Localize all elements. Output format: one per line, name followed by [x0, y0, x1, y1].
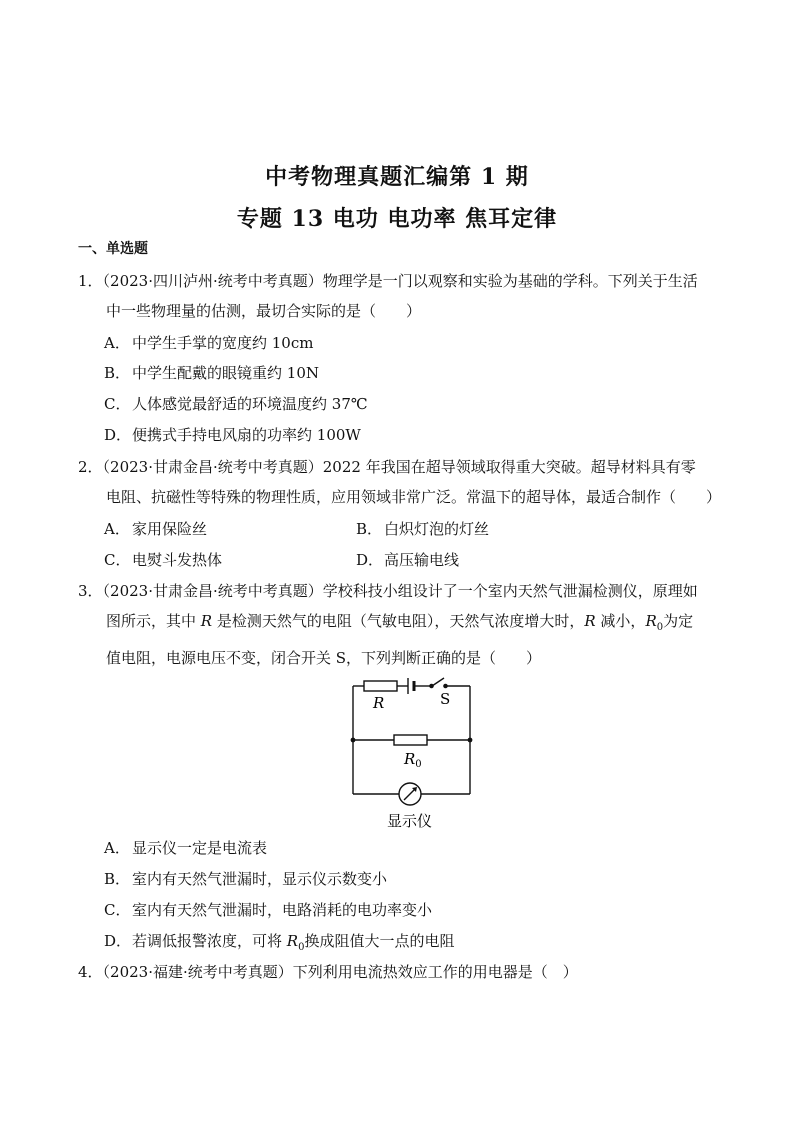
option-text: 中学生手掌的宽度约 10cm [132, 334, 314, 352]
option-text: 室内有天然气泄漏时，电路消耗的电功率变小 [132, 901, 433, 919]
junction-dot [468, 738, 473, 743]
variable-r0: R [286, 932, 299, 950]
question-2 [78, 452, 728, 512]
question-source: （2023·甘肃金昌·统考中考真题） [102, 458, 323, 476]
option-label: D． [104, 426, 132, 444]
question-4 [78, 957, 718, 987]
section-title: 一、单选题 [78, 241, 148, 257]
option-text: 人体感觉最舒适的环境温度约 37℃ [132, 395, 368, 413]
text-part: 减小， [595, 612, 646, 630]
option-label: A． [104, 334, 130, 352]
option-text: 显示仪一定是电流表 [132, 839, 268, 857]
paper-title: 中考物理真题汇编第 1 期 [265, 164, 529, 190]
label-r: R [373, 694, 385, 712]
paper-subtitle: 专题 13 电功 电功率 焦耳定律 [236, 206, 558, 232]
question-text: 下列利用电流热效应工作的用电器是（ ） [292, 963, 578, 981]
option-text: 便携式手持电风扇的功率约 100W [132, 426, 361, 444]
switch-s [432, 678, 444, 686]
option-text: 若调低报警浓度，可将 [132, 932, 287, 950]
q2-option-a[interactable] [104, 514, 207, 544]
text-part: 是检测天然气的电阻（气敏电阻），天然气浓度增大时， [212, 612, 585, 630]
circuit-diagram [340, 670, 485, 835]
question-text-cont [78, 606, 728, 643]
q3-option-a[interactable] [104, 833, 267, 863]
variable-r: R [200, 612, 213, 630]
question-number: 1． [78, 272, 103, 290]
q3-option-b[interactable] [104, 864, 387, 894]
q1-option-d[interactable] [104, 420, 361, 450]
option-label: A． [104, 839, 130, 857]
subscript: 0 [656, 622, 664, 633]
option-label: A． [104, 520, 130, 538]
q1-option-b[interactable] [104, 358, 319, 388]
question-number: 3． [78, 582, 103, 600]
q1-option-c[interactable] [104, 389, 368, 419]
label-s: S [440, 690, 451, 708]
option-text: 高压输电线 [384, 551, 460, 569]
question-text-cont: 值电阻，电源电压不变，闭合开关 S，下列判断正确的是（ ） [106, 649, 542, 667]
question-number: 2． [78, 458, 103, 476]
junction-dot [351, 738, 356, 743]
option-label: B． [104, 870, 131, 888]
question-number: 4． [78, 963, 103, 981]
question-text-cont: 中一些物理量的估测，最切合实际的是（ ） [106, 302, 422, 320]
meter-caption: 显示仪 [387, 812, 433, 830]
switch-terminal [444, 684, 447, 687]
q2-option-b[interactable] [356, 514, 489, 544]
option-label: B． [104, 364, 131, 382]
option-label: C． [104, 901, 131, 919]
resistor-r0 [394, 735, 427, 745]
text-part: 图所示，其中 [106, 612, 201, 630]
option-text: 中学生配戴的眼镜重约 10N [132, 364, 319, 382]
q2-option-c[interactable] [104, 545, 222, 575]
question-source: （2023·福建·统考中考真题） [102, 963, 293, 981]
q2-option-d[interactable] [356, 545, 459, 575]
option-label: B． [356, 520, 383, 538]
option-text: 白炽灯泡的灯丝 [384, 520, 490, 538]
variable-r0: R [645, 612, 657, 630]
question-text: 物理学是一门以观察和实验为基础的学科。下列关于生活 [322, 272, 698, 290]
option-label: D． [104, 932, 132, 950]
option-label: C． [104, 395, 131, 413]
option-text: 换成阻值大一点的电阻 [304, 932, 455, 950]
question-text: 学校科技小组设计了一个室内天然气泄漏检测仪，原理如 [322, 582, 698, 600]
question-source: （2023·甘肃金昌·统考中考真题） [102, 582, 323, 600]
question-text: 2022 年我国在超导领域取得重大突破。超导材料具有零 [322, 458, 696, 476]
option-text: 室内有天然气泄漏时，显示仪示数变小 [132, 870, 388, 888]
label-r0: $R_0$ [404, 750, 422, 770]
question-text-cont: 电阻、抗磁性等特殊的物理性质，应用领域非常广泛。常温下的超导体，最适合制作（ ） [106, 488, 722, 506]
option-label: C． [104, 551, 131, 569]
variable-r: R [584, 612, 596, 630]
option-text: 电熨斗发热体 [132, 551, 223, 569]
option-label: D． [356, 551, 384, 569]
q1-option-a[interactable] [104, 328, 313, 358]
option-text: 家用保险丝 [132, 520, 208, 538]
question-1 [78, 266, 718, 326]
question-3 [78, 576, 728, 673]
resistor-r [364, 681, 397, 691]
q3-option-c[interactable] [104, 895, 432, 925]
subscript: 0 [298, 942, 305, 953]
question-source: （2023·四川泸州·统考中考真题） [102, 272, 323, 290]
text-part: 为定 [663, 612, 694, 630]
